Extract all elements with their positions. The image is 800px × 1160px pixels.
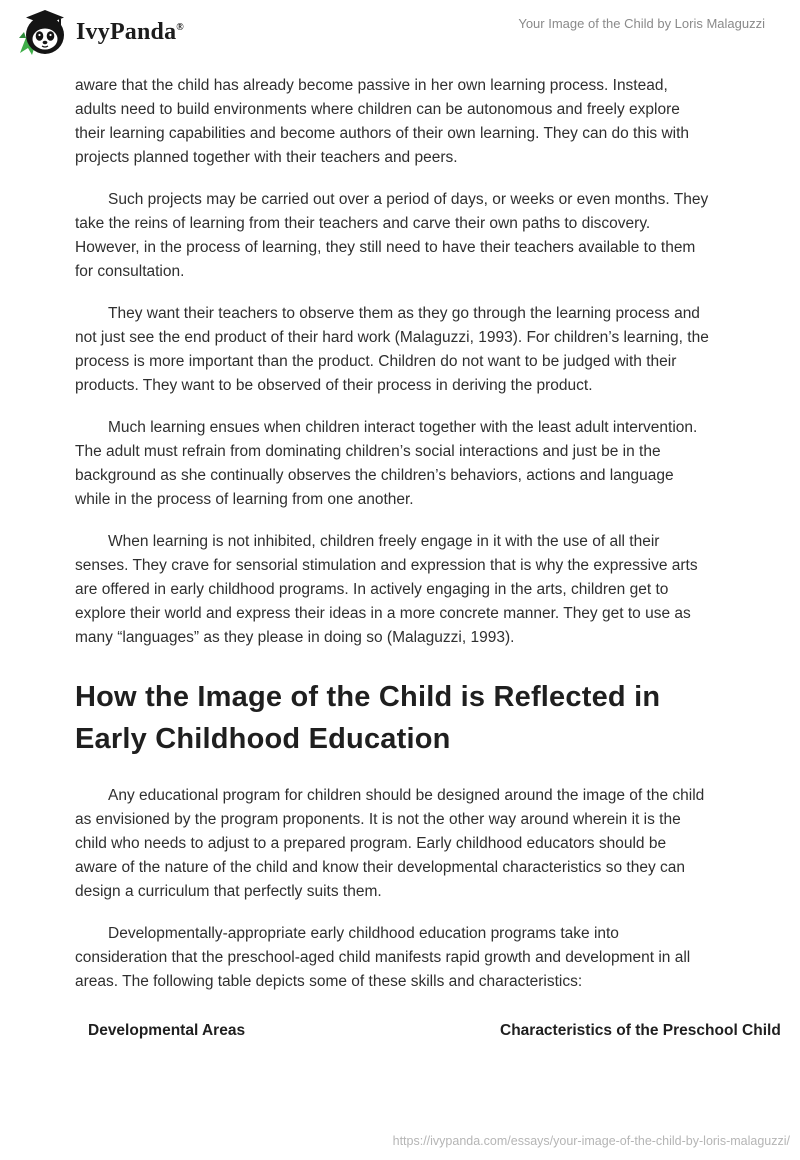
source-url: https://ivypanda.com/essays/your-image-of-the-child-by-loris-malaguzzi/ — [392, 1134, 790, 1148]
paragraph: Such projects may be carried out over a period of days, or weeks or even months. They take the reins of learning from their teachers and carve their own paths to discovery. However, in the process of learning, they still need to have their teachers available to them for consultation. — [75, 191, 709, 280]
brand — [18, 8, 184, 56]
ivypanda-logo-icon — [18, 8, 66, 56]
paragraph: aware that the child has already become passive in her own learning process. Instead, adults need to build environments where children can be autonomous and freely explore their learning capabilities and become authors of their own learning. They can do this with projects planned together with their teachers and peers. — [75, 77, 690, 166]
paragraph: When learning is not inhibited, children freely engage in it with the use of all their senses. They crave for sensorial stimulation and expression that is why the expressive arts are offered in early childhood programs. In actively engaging in the arts, children get to explore their world and express their ideas in a more concrete manner. They get to use as many “languages” as they please in doing so (Malaguzzi, 1993). — [75, 533, 698, 646]
brand-name: IvyPanda® — [76, 18, 184, 45]
paragraph: Much learning ensues when children interact together with the least adult intervention. The adult must refrain from dominating children’s social interactions and just be in the background as she continually observes the children’s behaviors, actions and language while in the process of learning from one another. — [75, 419, 698, 508]
table-header-characteristics: Characteristics of the Preschool Child — [500, 1022, 781, 1039]
registered-mark: ® — [176, 21, 184, 33]
paragraph: They want their teachers to observe them as they go through the learning process and not just see the end product of their hard work (Malaguzzi, 1993). For children’s learning, the process is more important than the product. Children do not want to be judged with their products. They want to be observed of their process in deriving the product. — [75, 305, 709, 394]
paragraph: Developmentally-appropriate early childhood education programs take into consideration that the preschool-aged child manifests rapid growth and development in all areas. The following table depicts some of these skills and characteristics: — [75, 925, 691, 990]
paragraph: Any educational program for children should be designed around the image of the child as envisioned by the program proponents. It is not the other way around wherein it is the child who needs to adjust to a prepared program. Early childhood educators should be aware of the nature of the child and know their developmental characteristics so they can design a curriculum that perfectly suits them. — [75, 787, 705, 900]
document-title: Your Image of the Child by Loris Malaguzzi — [518, 16, 765, 31]
table-header-developmental-areas: Developmental Areas — [88, 1022, 246, 1039]
article-body — [0, 62, 800, 994]
section-heading: How the Image of the Child is Reflected in Early Childhood Education — [75, 681, 661, 755]
page-header — [0, 0, 800, 62]
table-header-row — [75, 1014, 800, 1048]
